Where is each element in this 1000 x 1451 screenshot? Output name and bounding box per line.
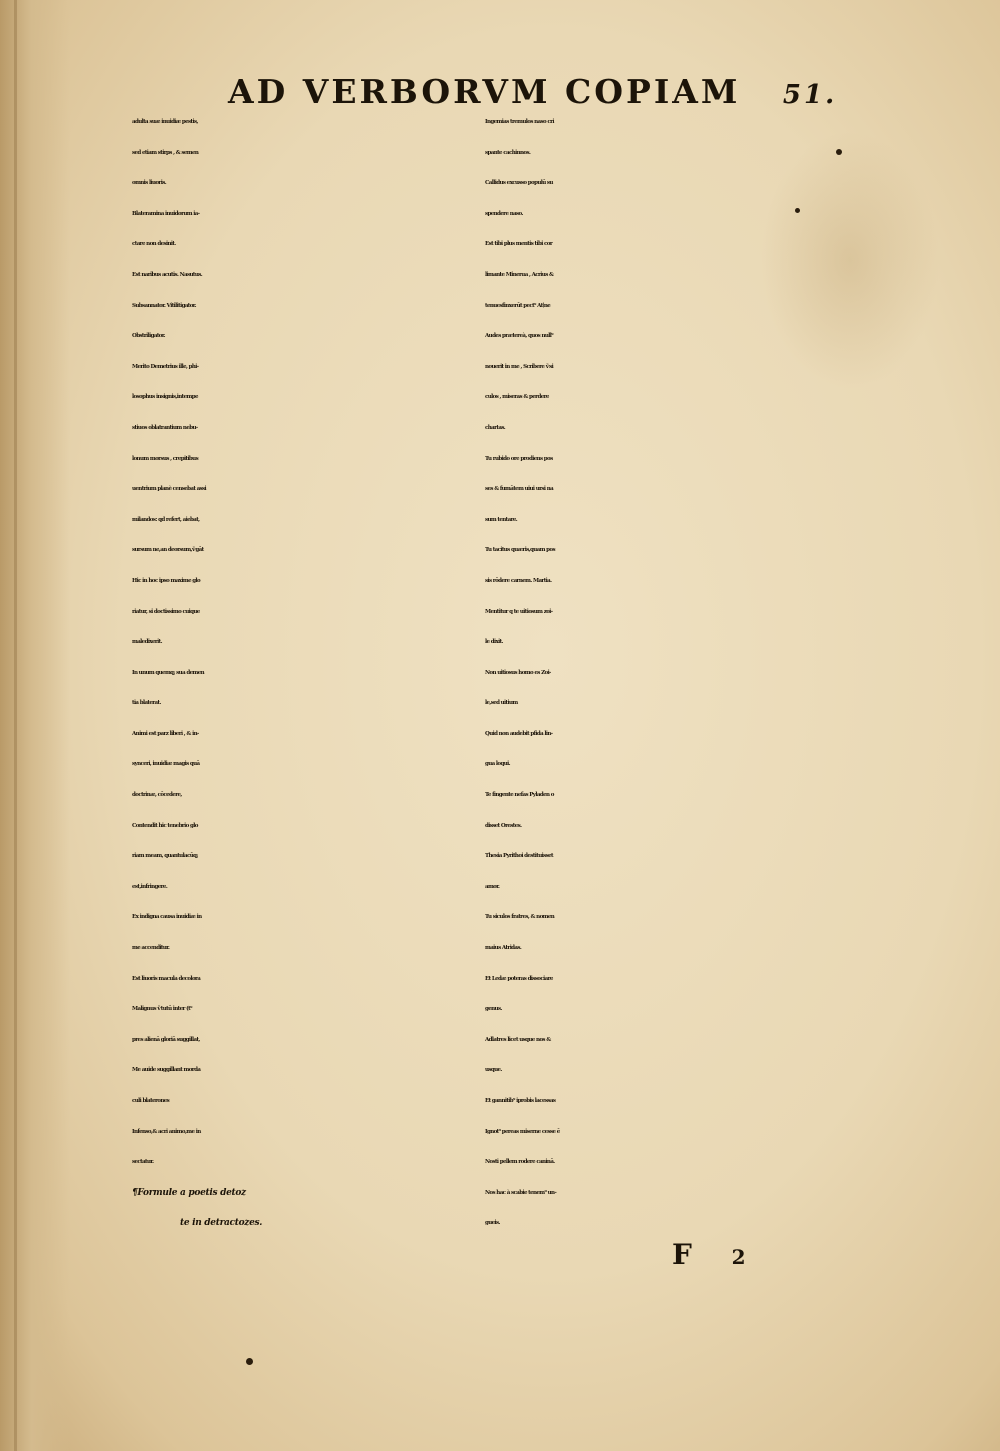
right-column-line: genus. (485, 1006, 502, 1013)
left-column-line: stiuos oblatrantium nebu- (132, 424, 198, 431)
left-column-line: maledixerit. (132, 639, 162, 646)
right-column-line: Est tibi plus mentis tibi cor (485, 241, 553, 248)
left-column-line: omnis liuoris. (132, 180, 167, 187)
left-column-line: adulta suæ inuidiæ pestis, (132, 119, 198, 125)
right-column-line: disset Orestes. (485, 822, 522, 829)
left-column-line: tia blaterat. (132, 700, 161, 707)
right-column-line: Tu rubido ore prodiens pos (485, 455, 553, 462)
page-gutter-shadow (0, 0, 70, 1451)
left-column-line: est,infringere. (132, 883, 168, 890)
header-title: AD VERBORVM COPIAM (228, 72, 741, 111)
left-column-line: uentrium planè censebat assi (132, 486, 207, 493)
right-column-line: amor. (485, 883, 500, 890)
right-column-line: le dixit. (485, 639, 503, 646)
right-column-line: ses & fumātem uiui ursi na (485, 486, 554, 493)
ink-speck (246, 1358, 253, 1365)
left-column (132, 107, 532, 1239)
left-column-line: Infenso,& acri animo,me in (132, 1128, 201, 1135)
right-column-line: sum tentare. (485, 516, 518, 523)
right-column (485, 107, 885, 1239)
left-column-line: sursum ne,an deorsum,ѷgāt (132, 547, 204, 554)
left-column-line: te in detractozes. (180, 1218, 263, 1229)
right-column-line: spante cachinnos. (485, 149, 531, 156)
right-column-line: Nosti pellem rodere caninā. (485, 1159, 555, 1166)
left-column-line: Est naribus acutis. Nasutus. (132, 271, 203, 278)
right-column-line: Callidus excusso populū su (485, 180, 553, 187)
left-column-line: culi blaterones (132, 1098, 170, 1104)
left-column-line: Me auide suggillant morda (132, 1067, 201, 1074)
left-column-line: Hic in hoc ipso maxime glo (132, 577, 201, 584)
signature-mark (672, 1238, 746, 1271)
ink-speck (795, 208, 800, 213)
right-column-line: maius Atridas. (485, 945, 522, 952)
right-column-line: Tu siculos fratres, & nomen (485, 914, 555, 921)
left-column-line: me accenditur. (132, 945, 170, 952)
right-column-line: Ingemias tremulos naso cri (485, 119, 554, 125)
right-column-line: usque. (485, 1067, 502, 1074)
left-column-line: riatur, si doctissimo cuique (132, 608, 200, 615)
binding-line (14, 0, 17, 1451)
right-column-line: limante Minerua , Acrius & (485, 271, 554, 278)
right-column-line: spendere naso. (485, 210, 523, 217)
right-column-line: sis rōdere carnem. Martia. (485, 577, 552, 584)
right-column-line: Non uitiosus homo es Zoi- (485, 669, 551, 676)
right-column-line: le,sed uitium (485, 700, 518, 707)
right-column-line: tenuesfinxerūt pect⁹ At∣ne (485, 302, 551, 309)
left-column-line: synceri, inuidiæ magis quā (132, 761, 200, 768)
left-column-line: Est liuoris macula decolora (132, 975, 201, 982)
right-column-line: Et Ledæ poteras dissociare (485, 975, 553, 982)
right-column-line: Nos hac à scabie tenem⁹ un- (485, 1189, 557, 1196)
left-column-line: Ex indigna causa inuidiæ in (132, 914, 202, 921)
left-column-line: ctare non desinit. (132, 241, 176, 248)
left-column-line: Contendit hic tenebrio glo (132, 822, 198, 829)
right-column-line: Quid non audebit pfida lin- (485, 730, 553, 737)
page-number: 51. (782, 80, 838, 110)
left-column-line: sectatur. (132, 1159, 154, 1166)
left-column-line: doctrinæ, cōcedere, (132, 792, 182, 799)
left-column-line: Subsannator. Vitilitigator. (132, 302, 196, 309)
left-column-line: Merito Demetrius ille, phi- (132, 363, 199, 370)
signature-number: 2 (731, 1245, 746, 1269)
left-column-line: lonum morsus , crepitibus (132, 455, 199, 462)
right-column-line: Adlatres licet usque nos & (485, 1036, 551, 1043)
right-column-line: Ignot⁹ pereas miserne cesse ē (485, 1128, 560, 1135)
left-column-line: In unum quemq; sua demen (132, 669, 205, 676)
right-column-line: Thesia Pyrithoi destituisset (485, 853, 553, 860)
left-column-line: sed etiam stirps , & semen (132, 149, 199, 156)
left-column-line: Malignus ѷtutū inter (t⁹ (132, 1006, 192, 1013)
running-header (228, 72, 838, 111)
right-column-line: Audes prætereà, quos null⁹ (485, 333, 554, 340)
left-column-line: riam meam, quantulacūq; (132, 853, 198, 860)
right-column-line: Et gannitib⁹ iprobis lacessas (485, 1098, 556, 1104)
right-column-line: gua loqui. (485, 761, 510, 768)
left-column-line: milandos: qd refert, aiebat, (132, 516, 200, 523)
right-column-line: Tu tacitus quæris,quam pos (485, 547, 555, 554)
left-column-line: Animi est parz liberi , & in- (132, 730, 199, 737)
right-column-line: Mentitur q te uitiosum zoi- (485, 608, 553, 615)
left-column-line: losophus insignis,intempe (132, 394, 198, 401)
right-column-line: Te fingente nefas Pyladen o (485, 792, 554, 799)
signature-letter: F (672, 1238, 692, 1271)
right-column-line: gueis. (485, 1220, 500, 1227)
ink-speck (836, 149, 842, 155)
right-column-line: nouerit in me , Scribere ѷsi (485, 363, 554, 370)
left-column-line: ¶Formule a poetis detoz (132, 1187, 246, 1198)
left-column-line: Obstriligator. (132, 333, 165, 340)
right-column-line: chartas. (485, 424, 506, 431)
left-column-line: pres alienā gloriā suggillat, (132, 1036, 200, 1043)
right-column-line: culos , miseras & perdere (485, 394, 549, 401)
left-column-line: Blateramina inuidorum ia- (132, 210, 200, 217)
